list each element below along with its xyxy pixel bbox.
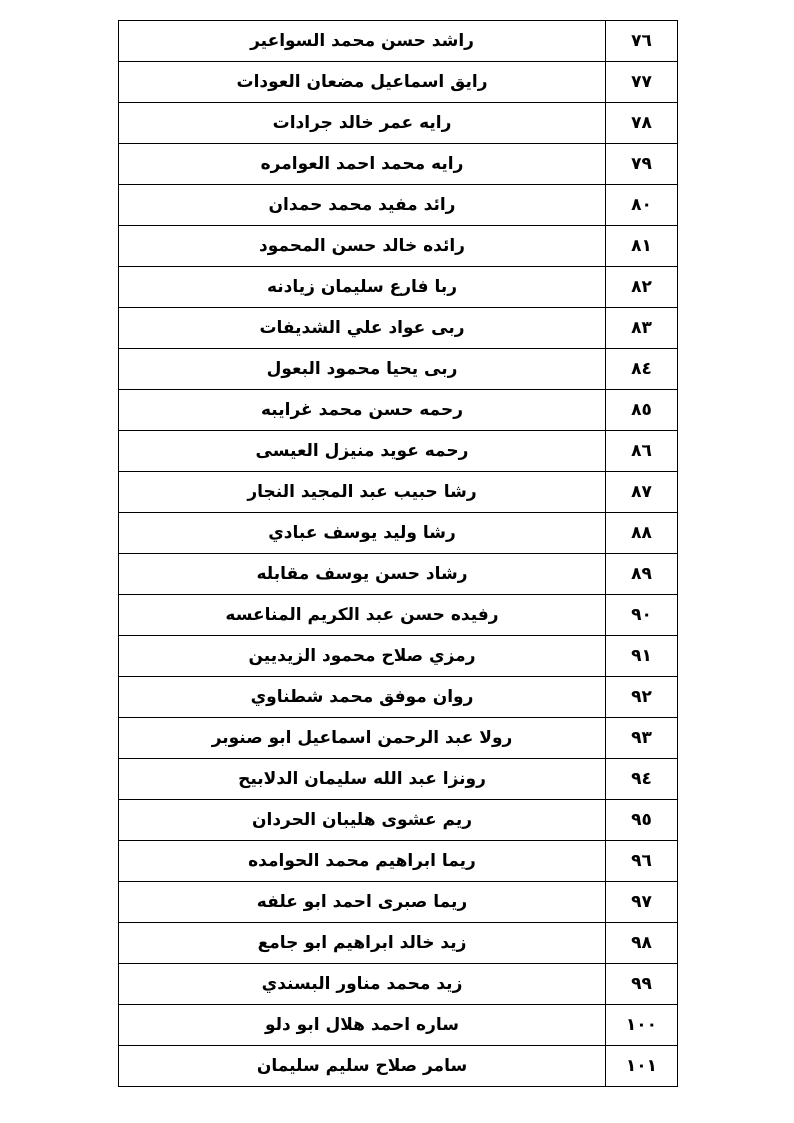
row-number: ٧٦: [606, 21, 678, 62]
row-number: ٨٦: [606, 431, 678, 472]
row-name: روان موفق محمد شطناوي: [119, 677, 606, 718]
table-row: [119, 390, 678, 431]
names-table-body: [119, 21, 678, 1087]
row-number: ٨٢: [606, 267, 678, 308]
table-row: [119, 841, 678, 882]
table-row: [119, 554, 678, 595]
table-row: [119, 513, 678, 554]
table-row: [119, 103, 678, 144]
table-row: [119, 431, 678, 472]
row-name: زيد محمد مناور البسندي: [119, 964, 606, 1005]
table-row: [119, 21, 678, 62]
row-number: ٩١: [606, 636, 678, 677]
table-row: [119, 718, 678, 759]
table-row: [119, 267, 678, 308]
row-number: ٨٩: [606, 554, 678, 595]
row-number: ٧٧: [606, 62, 678, 103]
row-name: ريما ابراهيم محمد الحوامده: [119, 841, 606, 882]
table-row: [119, 308, 678, 349]
row-name: رايق اسماعيل مضعان العودات: [119, 62, 606, 103]
row-name: رحمه حسن محمد غرايبه: [119, 390, 606, 431]
row-name: رفيده حسن عبد الكريم المناعسه: [119, 595, 606, 636]
row-number: ٩٧: [606, 882, 678, 923]
table-row: [119, 677, 678, 718]
table-row: [119, 595, 678, 636]
row-number: ٩٤: [606, 759, 678, 800]
row-number: ١٠٠: [606, 1005, 678, 1046]
row-number: ٩٨: [606, 923, 678, 964]
row-name: رشا حبيب عبد المجيد النجار: [119, 472, 606, 513]
row-number: ٨٧: [606, 472, 678, 513]
row-number: ٧٨: [606, 103, 678, 144]
row-name: ربى عواد علي الشديفات: [119, 308, 606, 349]
table-row: [119, 636, 678, 677]
row-name: رولا عبد الرحمن اسماعيل ابو صنوبر: [119, 718, 606, 759]
row-name: رايه محمد احمد العوامره: [119, 144, 606, 185]
table-row: [119, 185, 678, 226]
row-name: رشا وليد يوسف عبادي: [119, 513, 606, 554]
row-number: ٨١: [606, 226, 678, 267]
table-row: [119, 964, 678, 1005]
row-number: ٩٩: [606, 964, 678, 1005]
table-row: [119, 882, 678, 923]
row-name: ربا فارع سليمان زيادنه: [119, 267, 606, 308]
table-row: [119, 472, 678, 513]
row-number: ٧٩: [606, 144, 678, 185]
names-table: [118, 20, 678, 1087]
row-number: ١٠١: [606, 1046, 678, 1087]
table-row: [119, 923, 678, 964]
row-name: رشاد حسن يوسف مقابله: [119, 554, 606, 595]
table-row: [119, 1046, 678, 1087]
row-name: راشد حسن محمد السواعير: [119, 21, 606, 62]
table-row: [119, 349, 678, 390]
row-name: رمزي صلاح محمود الزيديين: [119, 636, 606, 677]
table-row: [119, 800, 678, 841]
row-name: رحمه عويد منيزل العيسى: [119, 431, 606, 472]
row-name: ريم عشوى هليبان الحردان: [119, 800, 606, 841]
row-number: ٩٣: [606, 718, 678, 759]
row-name: ريما صبرى احمد ابو علفه: [119, 882, 606, 923]
row-name: رائده خالد حسن المحمود: [119, 226, 606, 267]
row-name: زيد خالد ابراهيم ابو جامع: [119, 923, 606, 964]
row-number: ٨٨: [606, 513, 678, 554]
row-number: ٨٣: [606, 308, 678, 349]
table-row: [119, 1005, 678, 1046]
row-number: ٩٦: [606, 841, 678, 882]
table-row: [119, 144, 678, 185]
row-name: رايه عمر خالد جرادات: [119, 103, 606, 144]
row-name: رائد مفيد محمد حمدان: [119, 185, 606, 226]
table-row: [119, 759, 678, 800]
row-number: ٩٢: [606, 677, 678, 718]
row-number: ٩٥: [606, 800, 678, 841]
row-name: ساره احمد هلال ابو دلو: [119, 1005, 606, 1046]
row-number: ٨٥: [606, 390, 678, 431]
table-row: [119, 226, 678, 267]
row-name: سامر صلاح سليم سليمان: [119, 1046, 606, 1087]
table-row: [119, 62, 678, 103]
row-number: ٨٠: [606, 185, 678, 226]
row-name: ربى يحيا محمود البعول: [119, 349, 606, 390]
row-number: ٨٤: [606, 349, 678, 390]
row-number: ٩٠: [606, 595, 678, 636]
row-name: رونزا عبد الله سليمان الدلابيح: [119, 759, 606, 800]
